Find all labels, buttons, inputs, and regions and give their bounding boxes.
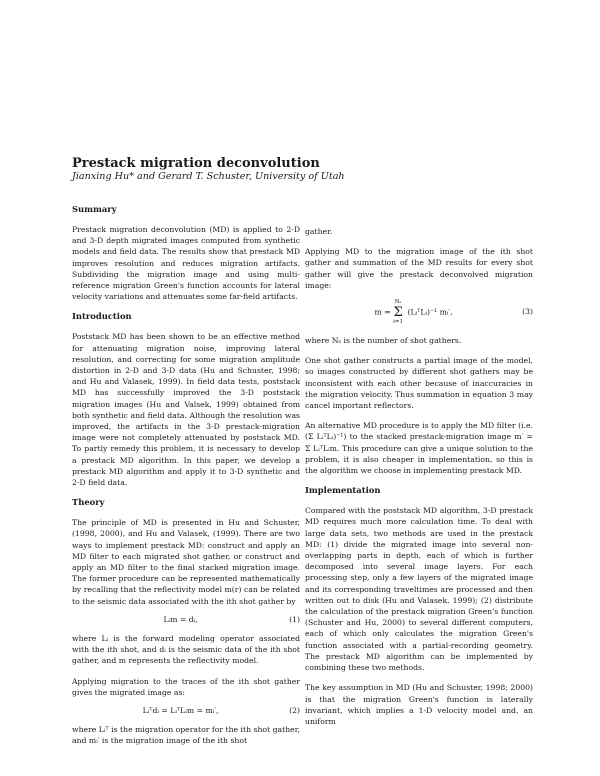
summation-symbol xyxy=(393,299,403,326)
equation-3-lhs: m = xyxy=(374,307,391,317)
equation-3-body xyxy=(305,299,522,326)
introduction-paragraph: Poststack MD has been shown to be an effective method for attenuating migration noise, improving lateral resolution, and correcting for some migration amplitude distortion in 2-D and 3-D data (Hu and Schuster, 1998; and Hu and Valasek, 1999). In field data tests, poststack MD has successfully improved the 3-D poststack migration images (Hu and Valsek, 1999) obtained from both synthetic and field data. Although the resolution was improved, the artifacts in the 3-D prestack-migration image were not completely attenuated by poststack MD. To partly remedy this problem, it is necessary to develop a prestack MD algorithm. In this paper, we develop a prestack MD algorithm and apply it to 3-D synthetic and 2-D field data. xyxy=(72,332,300,488)
paper-authors: Jianxing Hu* and Gerard T. Schuster, University of Utah xyxy=(72,171,345,182)
md-paragraph-3: One shot gather constructs a partial image of the model, so images constructed by different shot gathers may be inconsistent with each other because of inaccuracies in the migration velocity. Thus summation in equation 3 may cancel important reflectors. xyxy=(305,356,533,411)
implementation-heading: Implementation xyxy=(305,485,381,496)
equation-2 xyxy=(72,704,300,718)
summary-heading: Summary xyxy=(72,204,117,214)
theory-paragraph-1: The principle of MD is presented in Hu and Schuster, (1998, 2000), and Hu and Valasek, (1999). There are two ways to implement prestack MD: construct and apply an MD filter to each migrated shot gather, or construct and apply an MD filter to the final stacked migration image. The former procedure can be represented mathematically by recalling that the reflectivity model m(r) can be related to the seismic data associated with the ith shot gather by xyxy=(72,518,300,606)
md-paragraph-4: An alternative MD procedure is to apply the MD filter (i.e. (Σ LᵢᵀLᵢ)⁻¹) to the stacked prestack-migration image m′ = Σ LᵢᵀLᵢm. This procedure can give a unique solution to the problem, it is also cheaper in implementation, so this is the algorithm we choose in implementing prestack MD. xyxy=(305,421,533,476)
left-column xyxy=(72,198,300,770)
summary-paragraph: Prestack migration deconvolution (MD) is applied to 2-D and 3-D depth migrated images computed from synthetic models and field data. The results show that prestack MD improves resolution and reduces migration artifacts. Subdividing the migration image and using multi-reference migration Green's function accounts for lateral velocity variations and attenuates some far-field artifacts. xyxy=(72,225,300,302)
equation-2-number: (2) xyxy=(289,706,300,716)
theory-paragraph-4: where Lᵢᵀ is the migration operator for the ith shot gather, and mᵢ′ is the migration image of the ith shot xyxy=(72,724,300,746)
theory-heading: Theory xyxy=(72,497,105,508)
equation-1-body: Lᵢm = dᵢ, xyxy=(163,615,198,625)
equation-3 xyxy=(305,297,533,327)
equation-3-rhs: (LᵢᵀLᵢ)⁻¹ mᵢ′, xyxy=(407,307,453,317)
sum-upper-limit: Nₛ xyxy=(394,298,402,305)
equation-3-number: (3) xyxy=(522,307,533,317)
theory-paragraph-3: Applying migration to the traces of the ith shot gather gives the migrated image as: xyxy=(72,676,300,697)
introduction-heading: Introduction xyxy=(72,311,132,322)
equation-1-number: (1) xyxy=(289,615,300,625)
paper-title: Prestack migration deconvolution xyxy=(72,156,320,171)
theory-paragraph-2: where Lᵢ is the forward modeling operator associated with the ith shot, and dᵢ is the seismic data of the ith shot gather, and m represents the reflectivity model. xyxy=(72,633,300,666)
equation-1 xyxy=(72,613,300,627)
right-column xyxy=(305,226,533,772)
equation-2-body: Lᵢᵀdᵢ = LᵢᵀLᵢm = mᵢ′, xyxy=(142,706,219,716)
implementation-paragraph-1: Compared with the poststack MD algorithm, 3-D prestack MD requires much more calculation time. To deal with large data sets, two methods are used in the prestack MD: (1) divide the migrated image into several non-overlapping parts in depth, each of which is further decomposed into several image layers. For each processing step, only a few layers of the migrated image and its corresponding traveltimes are processed and then written out to disk (Hu and Valasek, 1999); (2) distribute the calculation of the prestack migration Green's function (Schuster and Hu, 2000) to several different computers, each of which only calculates the migration Green's function associated with a partial-recording geometry. The prestack MD algorithm can be implemented by combining these two methods. xyxy=(305,506,533,673)
md-paragraph-1: Applying MD to the migration image of the ith shot gather and summation of the MD results for every shot gather will give the prestack deconvolved migration image: xyxy=(305,247,533,290)
sum-lower-limit: i=1 xyxy=(393,318,404,325)
continuation-text: gather. xyxy=(305,227,333,236)
implementation-paragraph-2: The key assumption in MD (Hu and Schuster, 1998; 2000) is that the migration Green's function is laterally invariant, which implies a 1-D velocity model and, an uniform xyxy=(305,683,533,726)
md-paragraph-2: where Nₛ is the number of shot gathers. xyxy=(305,336,462,346)
sigma-glyph: Σ xyxy=(393,304,403,320)
